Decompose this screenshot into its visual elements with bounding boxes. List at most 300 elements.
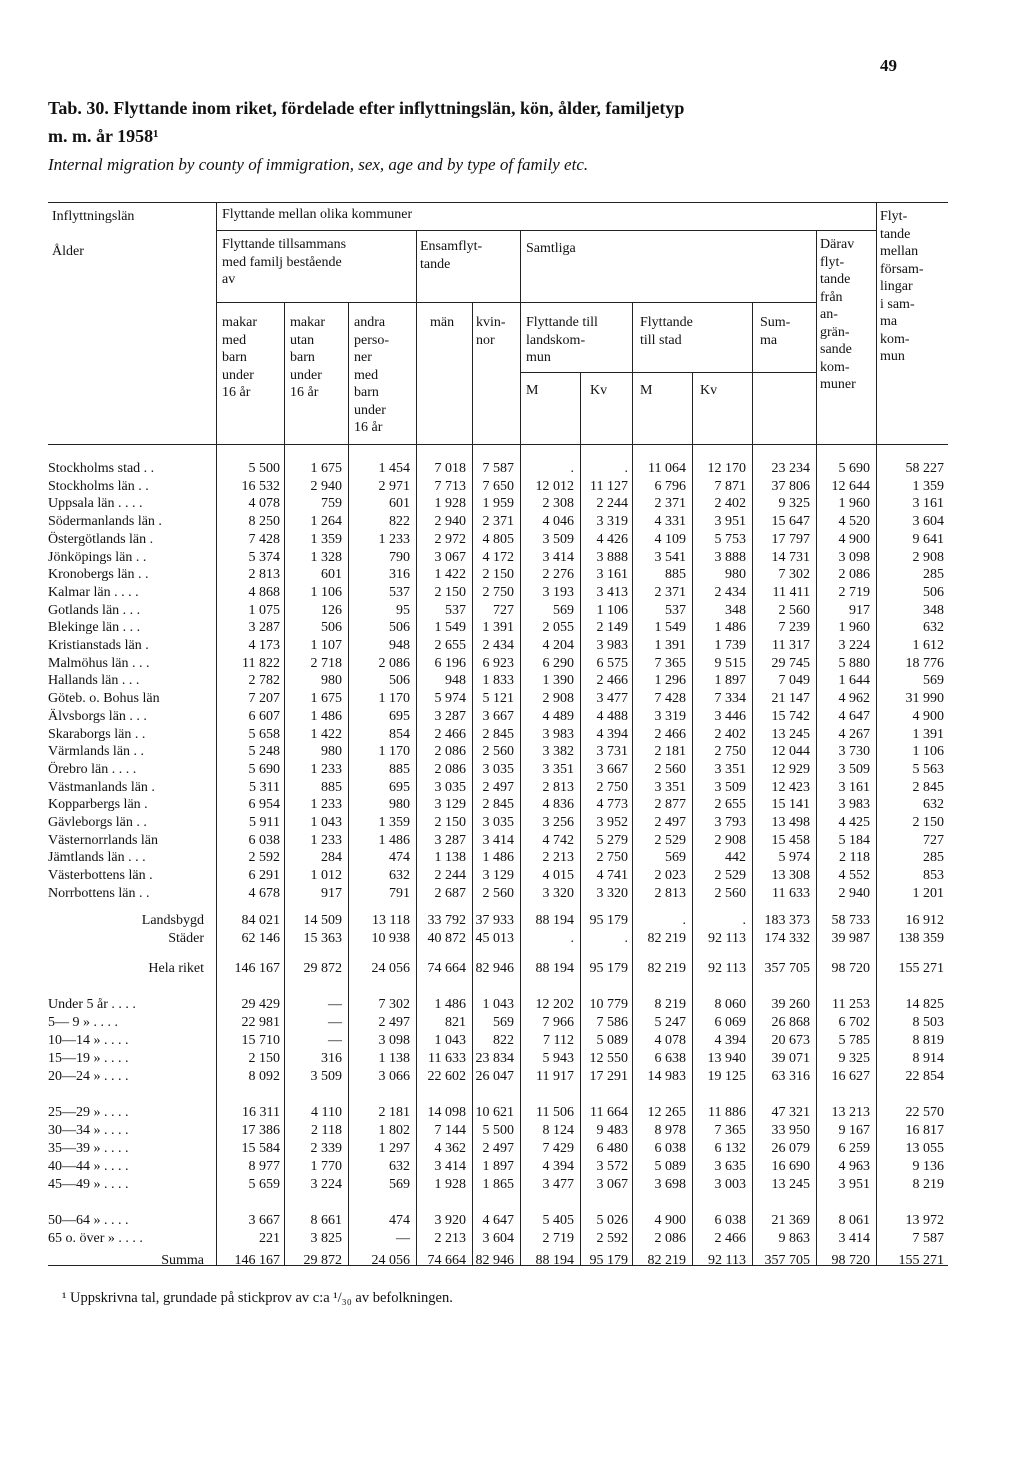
table-cell: 2 529 [654,832,686,848]
table-cell: 5 248 [248,744,280,760]
table-cell: 8 219 [912,1177,944,1192]
table-cell: 1 959 [482,496,514,512]
table-cell: 2 718 [310,655,342,671]
table-cell: 7 713 [434,478,466,494]
table-cell: 2 181 [654,744,686,760]
table-cell: 26 868 [771,1015,810,1030]
table-cell: 1 138 [378,1051,410,1066]
table-cell: 1 170 [378,744,410,760]
table-cell: 2 813 [248,567,280,583]
table-cell: 45 013 [475,931,514,946]
table-cell: 4 678 [248,885,280,901]
table-cell: 16 627 [831,1069,870,1084]
row-label: Norrbottens län . . [48,885,150,901]
table-cell: 632 [923,797,944,813]
table-cell: 3 161 [838,779,870,795]
table-cell: 6 069 [714,1015,746,1030]
table-cell: 2 244 [434,868,466,884]
table-cell: 2 371 [654,584,686,600]
table-cell: 95 179 [589,913,628,928]
table-cell: 2 339 [310,1141,342,1156]
table-cell: 3 224 [310,1177,342,1192]
table-cell: 1 928 [434,1177,466,1192]
table-cell: 1 328 [310,549,342,565]
table-cell: 2 560 [654,761,686,777]
table-cell: 6 196 [434,655,466,671]
table-cell: 2 497 [654,815,686,830]
table-cell: 5 311 [249,779,280,795]
table-cell: 2 813 [654,885,686,901]
row-label: Kopparbergs län . [48,797,148,813]
table-cell: 4 962 [838,691,870,707]
table-cell: 1 012 [310,868,342,884]
table-cell: 7 650 [482,478,514,494]
row-label: Jämtlands län . . . [48,850,146,866]
table-cell: 3 067 [434,549,466,565]
table-cell: 74 664 [427,1253,466,1268]
table-cell: 3 414 [838,1231,870,1246]
table-cell: 174 332 [764,931,810,946]
table-cell: 632 [389,1159,410,1174]
table-cell: 1 043 [434,1033,466,1048]
table-cell: 3 351 [542,761,574,777]
table-cell: 7 334 [714,691,746,707]
table-cell: 26 047 [475,1069,514,1084]
table-cell: 357 705 [764,1253,810,1268]
table-cell: 7 018 [434,461,466,476]
table-cell: 1 549 [434,620,466,636]
header-flyt-inom: Flyt- tande mellan försam- lingar i sam- ma kom- mun [880,209,924,364]
table-cell: 3 161 [596,567,628,583]
table-cell: 7 239 [778,620,810,636]
table-cell: 11 886 [708,1105,746,1120]
table-cell: 6 607 [248,708,280,724]
table-cell: 2 150 [434,584,466,600]
table-cell: 84 021 [241,913,280,928]
table-cell: 10 621 [475,1105,514,1120]
table-cell: 3 414 [482,832,514,848]
table-cell: 2 940 [838,885,870,901]
table-cell: 12 044 [771,744,810,760]
table-cell: 23 234 [771,461,810,476]
table-cell: 12 170 [707,461,746,476]
table-cell: 3 414 [434,1159,466,1174]
row-label: Blekinge län . . . [48,620,141,636]
table-cell: 4 552 [838,868,870,884]
table-cell: 4 046 [542,514,574,530]
table-cell: 1 422 [434,567,466,583]
table-cell: 1 960 [838,496,870,512]
table-cell: 980 [321,673,342,689]
table-cell: 15 647 [771,514,810,530]
table-cell: 1 359 [310,531,342,547]
row-label: Göteb. o. Bohus län [48,691,160,707]
row-label: 15—19 » . . . . [48,1051,129,1066]
table-cell: 1 043 [310,815,342,830]
table-cell: 3 161 [912,496,944,512]
table-cell: 6 038 [248,832,280,848]
table-cell: 9 641 [912,531,944,547]
table-cell: 2 750 [596,779,628,795]
summary-label: Hela riket [148,961,204,976]
table-cell: 2 466 [434,726,466,742]
row-label: 30—34 » . . . . [48,1123,129,1138]
table-cell: 2 150 [248,1051,280,1066]
table-cell: 3 319 [654,708,686,724]
table-cell: 2 845 [912,779,944,795]
table-cell: — [328,1015,342,1030]
table-cell: 3 477 [542,1177,574,1192]
table-cell: 3 287 [434,708,466,724]
table-cell: 37 933 [475,913,514,928]
table-cell: 7 871 [714,478,746,494]
table-cell: 7 966 [542,1015,574,1030]
table-cell: 1 075 [248,602,280,618]
table-cell: 2 971 [378,478,410,494]
table-cell: 3 351 [714,761,746,777]
header-tillsammans: Flyttande tillsammans med familj bestående av [222,237,347,287]
table-cell: 9 167 [838,1123,870,1138]
row-label: 5— 9 » . . . . [48,1015,118,1030]
table-cell: 24 056 [371,1253,410,1268]
table-cell: 2 719 [838,584,870,600]
table-cell: 13 213 [831,1105,870,1120]
table-cell: 1 106 [912,744,944,760]
table-cell: 11 317 [772,638,810,653]
table-cell: 1 233 [310,832,342,848]
table-cell: 3 509 [714,779,746,795]
table-cell: 3 066 [378,1069,410,1084]
table-cell: 2 181 [378,1105,410,1120]
table-cell: 6 038 [714,1213,746,1228]
table-cell: 1 770 [310,1159,342,1174]
table-cell: 2 845 [482,797,514,813]
table-cell: 4 015 [542,868,574,884]
rule-header-bottom [48,444,948,445]
table-cell: 569 [493,1015,514,1030]
table-cell: 917 [321,885,342,901]
table-cell: 16 532 [241,478,280,494]
table-cell: 6 290 [542,655,574,671]
table-cell: 9 483 [596,1123,628,1138]
table-cell: 1 802 [378,1123,410,1138]
table-cell: 474 [389,850,410,866]
table-cell: 5 690 [838,461,870,476]
table-cell: 2 213 [434,1231,466,1246]
table-cell: 5 374 [248,549,280,565]
row-label: 65 o. över » . . . . [48,1231,143,1246]
table-cell: 569 [665,850,686,866]
table-cell: 759 [321,496,342,512]
table-cell: 3 888 [714,549,746,565]
table-cell: 3 319 [596,514,628,530]
row-label: 35—39 » . . . . [48,1141,129,1156]
table-cell: 95 [396,602,410,618]
table-subtitle: Internal migration by county of immigration, sex, age and by type of family etc. [48,155,589,174]
table-cell: 20 673 [771,1033,810,1048]
table-cell: 537 [445,602,466,618]
table-cell: 5 658 [248,726,280,742]
table-cell: 822 [389,514,410,530]
table-cell: 3 509 [310,1069,342,1084]
table-cell: 7 144 [434,1123,466,1138]
table-cell: 6 575 [596,655,628,671]
table-cell: 2 655 [714,797,746,813]
table-cell: 285 [923,850,944,866]
table-cell: 7 428 [248,531,280,547]
table-cell: 2 908 [912,549,944,565]
row-label: Västernorrlands län [48,832,159,848]
table-cell: 1 106 [596,602,628,618]
table-cell: 7 365 [654,655,686,671]
table-cell: 1 739 [714,638,746,653]
table-cell: 6 638 [654,1051,686,1066]
table-cell: 221 [259,1231,280,1246]
table-cell: 3 635 [714,1159,746,1174]
table-cell: 980 [725,567,746,583]
table-cell: 5 405 [542,1213,574,1228]
table-cell: 2 497 [482,779,514,795]
table-cell: 3 731 [596,744,628,760]
table-cell: 155 271 [898,961,944,976]
row-label: Kronobergs län . . [48,567,149,583]
table-cell: 17 797 [771,531,810,547]
row-label: Västerbottens län . [48,868,153,884]
table-cell: 1 486 [378,832,410,848]
table-cell: 4 078 [248,496,280,512]
table-cell: 9 863 [778,1231,810,1246]
table-cell: . [682,913,686,928]
header-kv1: Kv [590,383,608,398]
table-cell: 4 362 [434,1141,466,1156]
table-cell: 19 125 [707,1069,746,1084]
table-cell: 4 425 [838,815,870,830]
table-cell: 16 817 [905,1123,944,1138]
row-label: Jönköpings län . . [48,549,147,565]
table-cell: 3 793 [714,815,746,830]
table-cell: 13 498 [771,815,810,830]
table-cell: 5 911 [249,815,280,830]
row-label: 45—49 » . . . . [48,1177,129,1192]
row-label: Skaraborgs län . . [48,726,146,742]
table-cell: 727 [923,832,944,848]
header-stub: Inflyttningslän Ålder [52,209,135,259]
table-cell: 7 302 [778,567,810,583]
table-cell: 7 586 [596,1015,628,1030]
table-cell: 17 291 [589,1069,628,1084]
table-cell: 3 667 [482,708,514,724]
table-cell: 885 [321,779,342,795]
table-cell: 537 [665,602,686,618]
table-cell: 506 [389,673,410,689]
table-cell: 4 173 [248,638,280,653]
table-cell: 4 331 [654,514,686,530]
table-cell: 7 112 [543,1033,574,1048]
table-cell: 1 486 [434,997,466,1012]
table-cell: 1 865 [482,1177,514,1192]
table-cell: 4 078 [654,1033,686,1048]
table-cell: 506 [321,620,342,636]
table-cell: 2 560 [714,885,746,901]
table-cell: 6 796 [654,478,686,494]
table-cell: . [742,913,746,928]
table-cell: 21 369 [771,1213,810,1228]
row-label: Malmöhus län . . . [48,655,150,671]
table-cell: 2 086 [378,655,410,671]
table-cell: 632 [923,620,944,636]
row-label: Kristianstads län . [48,638,149,653]
table-cell: 62 146 [241,931,280,946]
table-cell: 2 940 [434,514,466,530]
table-cell: 601 [389,496,410,512]
table-cell: 1 644 [838,673,870,689]
table-cell: 632 [389,868,410,884]
table-cell: 1 486 [482,850,514,866]
table-cell: 24 056 [371,961,410,976]
table-cell: 39 071 [771,1051,810,1066]
table-cell: 3 667 [248,1213,280,1228]
table-cell: 6 480 [596,1141,628,1156]
table-cell: 3 920 [434,1213,466,1228]
row-label: 10—14 » . . . . [48,1033,129,1048]
table-cell: 2 687 [434,885,466,901]
table-cell: 5 089 [654,1159,686,1174]
table-cell: 2 529 [714,868,746,884]
table-cell: 3 382 [542,744,574,760]
table-cell: — [396,1231,410,1246]
table-cell: 2 150 [482,567,514,583]
table-cell: . [624,931,628,946]
table-cell: 11 064 [648,461,686,476]
summary-label: Landsbygd [141,913,204,928]
table-cell: 10 779 [589,997,628,1012]
table-cell: 88 194 [535,913,574,928]
table-cell: 22 981 [241,1015,280,1030]
table-cell: 569 [923,673,944,689]
table-cell: 2 118 [311,1123,342,1138]
table-cell: 12 202 [535,997,574,1012]
table-cell: 12 550 [589,1051,628,1066]
table-cell: 82 219 [647,931,686,946]
table-cell: 5 279 [596,832,628,848]
table-cell: 9 515 [714,655,746,671]
table-cell: 4 742 [542,832,574,848]
table-cell: 15 584 [241,1141,280,1156]
table-cell: 13 245 [771,1177,810,1192]
table-cell: 3 698 [654,1177,686,1192]
table-cell: 3 067 [596,1177,628,1192]
table-cell: 2 402 [714,726,746,742]
table-cell: 23 834 [475,1051,514,1066]
footnote: ¹ Uppskrivna tal, grundade på stickprov av c:a ¹/₃₀ av befolkningen. [62,1290,453,1306]
row-label: Hallands län . . . [48,673,140,689]
table-cell: 2 592 [248,850,280,866]
table-cell: 7 587 [912,1231,944,1246]
table-cell: 3 098 [838,549,870,565]
table-cell: . [570,931,574,946]
row-label: 50—64 » . . . . [48,1213,129,1228]
table-cell: 3 825 [310,1231,342,1246]
table-cell: 1 675 [310,691,342,707]
table-cell: 13 308 [771,868,810,884]
table-cell: 4 267 [838,726,870,742]
table-cell: 6 954 [248,797,280,813]
table-cell: 3 983 [838,797,870,813]
table-cell: 2 371 [482,514,514,530]
table-cell: 5 659 [248,1177,280,1192]
table-cell: 3 446 [714,708,746,724]
table-cell: 1 391 [654,638,686,653]
row-label: Värmlands län . . [48,744,145,760]
table-cell: 1 390 [542,673,574,689]
row-label: Örebro län . . . . [48,761,137,777]
table-cell: 1 897 [714,673,746,689]
table-cell: 5 880 [838,655,870,671]
table-cell: 82 219 [647,961,686,976]
table-cell: 2 118 [839,850,870,866]
table-cell: 39 987 [831,931,870,946]
row-label: 40—44 » . . . . [48,1159,129,1174]
table-cell: 822 [493,1033,514,1048]
header-m1: M [526,383,539,398]
table-cell: 2 086 [654,1231,686,1246]
table-cell: 980 [321,744,342,760]
row-label: Kalmar län . . . . [48,584,139,600]
table-cell: 8 219 [654,997,686,1012]
table-cell: 5 500 [248,461,280,476]
table-cell: 4 520 [838,514,870,530]
table-cell: 2 213 [542,850,574,866]
table-cell: 885 [665,567,686,583]
table-cell: 5 121 [482,691,514,707]
row-label: Gävleborgs län . . [48,815,147,830]
table-cell: 1 138 [434,850,466,866]
table-cell: 15 742 [771,708,810,724]
table-cell: 33 950 [771,1123,810,1138]
table-cell: 1 960 [838,620,870,636]
table-cell: 2 560 [482,744,514,760]
table-cell: 15 458 [771,832,810,848]
table-cell: 948 [445,673,466,689]
table-cell: 2 908 [542,691,574,707]
table-title: Tab. 30. Flyttande inom riket, fördelade efter inflyttningslän, kön, ålder, familjetyp [48,98,685,118]
table-cell: 791 [389,885,410,901]
table-cell: 2 466 [714,1231,746,1246]
table-cell: 4 488 [596,708,628,724]
table-cell: 3 256 [542,815,574,830]
table-cell: 2 276 [542,567,574,583]
table-cell: 1 549 [654,620,686,636]
table-cell: 1 612 [912,638,944,653]
table-cell: 8 978 [654,1123,686,1138]
table-cell: 1 107 [310,638,342,653]
table-cell: 2 813 [542,779,574,795]
header-kvinnor: kvin- nor [476,315,506,348]
table-cell: 4 426 [596,531,628,547]
table-cell: 33 792 [427,913,466,928]
table-cell: 2 750 [482,584,514,600]
table-cell: 1 201 [912,885,944,901]
table-cell: 82 946 [475,1253,514,1268]
table-cell: 14 098 [427,1105,466,1120]
table-cell: 2 466 [596,673,628,689]
table-cell: 1 264 [310,514,342,530]
table-cell: 12 012 [535,478,574,494]
table-cell: 9 325 [838,1051,870,1066]
table-cell: 92 113 [708,1253,746,1268]
summary-label: Städer [168,931,204,946]
table-cell: 285 [923,567,944,583]
